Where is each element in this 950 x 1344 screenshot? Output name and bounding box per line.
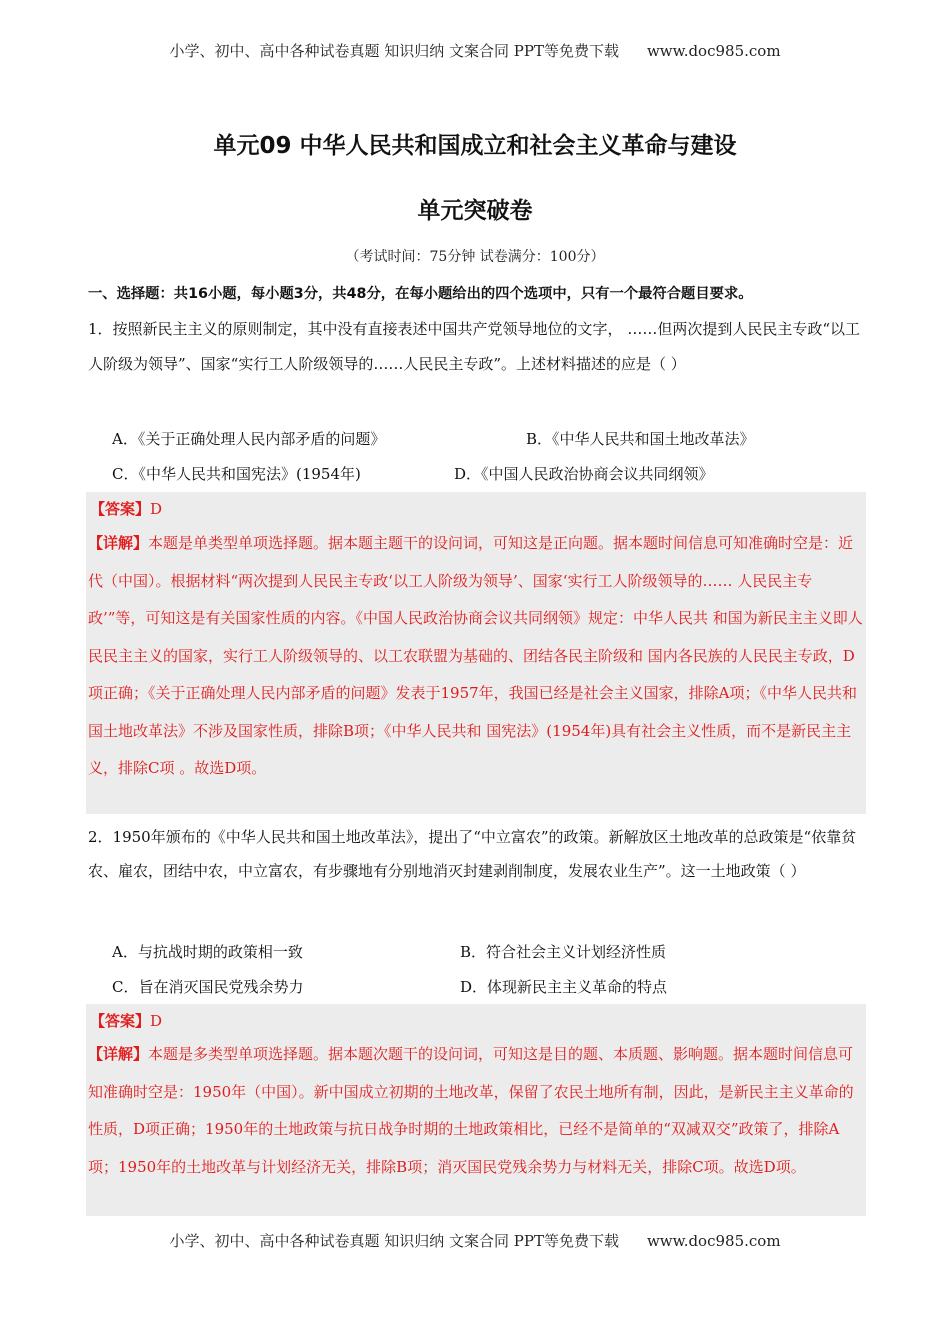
doc-subtitle: 单元突破卷: [417, 198, 533, 224]
q2-detail: [88, 1036, 864, 1186]
q1-stem: 1．按照新民主主义的原则制定，其中没有直接表述中国共产党领导地位的文字， ……但两次提到人民民主专政“以工人阶级为领导”、国家“实行工人阶级领导的……人民民主专政”。上述材料描述的应是（ ）: [88, 320, 860, 373]
q2-stem: 2．1950年颁布的《中华人民共和国土地改革法》，提出了“中立富农”的政策。新解放区土地改革的总政策是“依靠贫农、雇农，团结中农，中立富农，有步骤地有分别地消灭封建剥削制度，发展农业生产”。这一土地政策（ ）: [88, 828, 857, 880]
footer-text: 小学、初中、高中各种试卷真题 知识归纳 文案合同 PPT等免费下载: [169, 1232, 619, 1250]
q2-option-b: B．符合社会主义计划经济性质: [460, 943, 667, 961]
section-heading: 一、选择题：共16小题，每小题3分，共48分，在每小题给出的四个选项中，只有一个最符合题目要求。: [88, 286, 753, 302]
q1-option-c: C．《中华人民共和国宪法》(1954年): [112, 465, 361, 483]
q2-answer: [90, 1010, 162, 1031]
q2-option-c: C．旨在消灭国民党残余势力: [112, 978, 304, 996]
exam-info: （考试时间：75分钟 试卷满分：100分）: [345, 249, 605, 265]
q1-answer-tag: 【答案】: [90, 500, 151, 518]
header-text: 小学、初中、高中各种试卷真题 知识归纳 文案合同 PPT等免费下载: [169, 42, 619, 60]
page-header: [0, 40, 950, 61]
q1-option-a: A．《关于正确处理人民内部矛盾的问题》: [112, 430, 386, 448]
page-footer: [0, 1230, 950, 1251]
q1-detail-tag: 【详解】: [88, 534, 149, 552]
q2-answer-tag: 【答案】: [90, 1012, 151, 1030]
q2-detail-text: 本题是多类型单项选择题。据本题次题干的设问词，可知这是目的题、本质题、影响题。据本题时间信息可知准确时空是：1950年（中国）。新中国成立初期的土地改革，保留了农民土地所有制，因此，是新民主主义革命的性质，D项正确；1950年的土地政策与抗日战争时期的土地政策相比，已经不是简单的“双减双交”政策了，排除A项；1950年的土地改革与计划经济无关，排除B项；消灭国民党残余势力与材料无关，排除C项。故选D项。: [88, 1045, 854, 1176]
q1-option-b: B．《中华人民共和国土地改革法》: [526, 430, 755, 448]
q1-answer: [90, 498, 162, 519]
q2-option-a: A．与抗战时期的政策相一致: [112, 943, 303, 961]
header-site: www.doc985.com: [646, 42, 781, 60]
q1-detail: [88, 525, 864, 788]
q1-detail-text: 本题是单类型单项选择题。据本题主题干的设问词，可知这是正向题。据本题时间信息可知准确时空是：近代（中国）。根据材料“两次提到人民民主专政‘以工人阶级为领导’、国家‘实行工人阶级领导的…… 人民民主专政’”等，可知这是有关国家性质的内容。《中国人民政治协商会议共同纲领》规定：中华人民共 和国为新民主主义即人民民主主义的国家，实行工人阶级领导的、以工农联盟为基础的、团结各民主阶级和 国内各民族的人民民主专政，D项正确；《关于正确处理人民内部矛盾的问题》发表于1957年，我国已经是社会主义国家，排除A项；《中华人民共和国土地改革法》不涉及国家性质，排除B项；《中华人民共和 国宪法》(1954年)具有社会主义性质，而不是新民主主义，排除C项 。故选D项。: [88, 534, 863, 777]
q1-option-d: D．《中国人民政治协商会议共同纲领》: [454, 465, 714, 483]
doc-title: 单元09 中华人民共和国成立和社会主义革命与建设: [213, 133, 737, 159]
q2-answer-value: D: [150, 1012, 163, 1030]
q2-detail-tag: 【详解】: [88, 1045, 149, 1063]
footer-site: www.doc985.com: [646, 1232, 781, 1250]
q1-answer-value: D: [150, 500, 163, 518]
q2-option-d: D．体现新民主主义革命的特点: [460, 978, 668, 996]
